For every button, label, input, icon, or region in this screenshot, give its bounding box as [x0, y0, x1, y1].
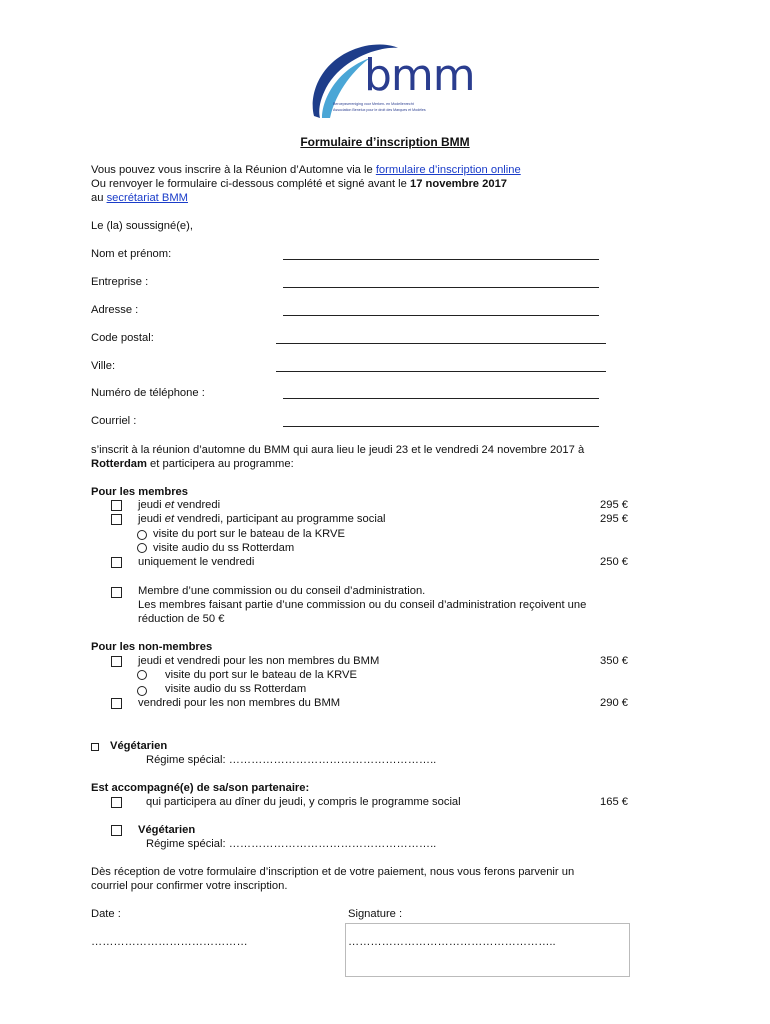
- nonmember-option-1-label: jeudi et vendredi pour les non membres du BMM: [138, 655, 380, 667]
- member-option-1-label: [138, 499, 220, 511]
- field-company-line[interactable]: [283, 287, 599, 288]
- partner-regime[interactable]: Régime spécial: ………………………………………………..: [146, 838, 437, 850]
- member-sub-1-label: visite du port sur le bateau de la KRVE: [153, 528, 345, 540]
- field-email-line[interactable]: [283, 426, 599, 427]
- online-form-link[interactable]: formulaire d’inscription online: [375, 164, 521, 176]
- commission-line-1: Membre d’une commission ou du conseil d’administration.: [138, 585, 426, 597]
- logo-wordmark: bmm: [364, 50, 475, 101]
- nonmember-sub-2-radio[interactable]: [137, 686, 147, 696]
- field-phone-line[interactable]: [283, 398, 599, 399]
- signature-field[interactable]: ………………………………………………..: [348, 936, 556, 948]
- partner-vegetarian-label: Végétarien: [138, 824, 196, 836]
- nonmember-option-1-price: 350 €: [600, 655, 628, 667]
- secretariat-link[interactable]: secrétariat BMM: [106, 192, 188, 204]
- deadline-date: 17 novembre 2017: [410, 178, 508, 190]
- bmm-logo: [300, 38, 475, 120]
- nonmembers-heading: Pour les non-membres: [91, 641, 213, 653]
- vegetarian-label: Végétarien: [110, 740, 168, 752]
- nonmember-option-2-price: 290 €: [600, 697, 628, 709]
- page-title: Formulaire d’inscription BMM: [300, 135, 470, 149]
- opt1-text-b: et: [164, 499, 175, 511]
- member-option-3-checkbox[interactable]: [111, 557, 122, 568]
- member-option-3-label: uniquement le vendredi: [138, 556, 255, 568]
- signature-box[interactable]: [345, 923, 630, 977]
- member-sub-2-label: visite audio du ss Rotterdam: [153, 542, 295, 554]
- intro-line-3: [91, 192, 188, 204]
- field-city-line[interactable]: [276, 371, 606, 372]
- registers-line-1: s’inscrit à la réunion d’automne du BMM qui aura lieu le jeudi 23 et le vendredi 24 novembre 2017 à: [91, 444, 585, 456]
- nonmember-option-1-checkbox[interactable]: [111, 656, 122, 667]
- partner-vegetarian-checkbox[interactable]: [111, 825, 122, 836]
- vegetarian-checkbox[interactable]: [91, 743, 99, 751]
- field-email-label: Courriel :: [91, 415, 137, 427]
- location-city: Rotterdam: [91, 458, 147, 470]
- nonmember-sub-1-radio[interactable]: [137, 670, 147, 680]
- intro-text-2: Ou renvoyer le formulaire ci-dessous complété et signé avant le: [91, 178, 410, 190]
- nonmember-option-2-checkbox[interactable]: [111, 698, 122, 709]
- partner-option-checkbox[interactable]: [111, 797, 122, 808]
- field-city-label: Ville:: [91, 360, 116, 372]
- member-option-2-checkbox[interactable]: [111, 514, 122, 525]
- nonmember-sub-2-label: visite audio du ss Rotterdam: [165, 683, 307, 695]
- logo-tagline-nl: Beroepsvereniging voor Merken- en Modellenrecht: [333, 102, 414, 106]
- field-postcode-line[interactable]: [276, 343, 606, 344]
- signature-label: Signature :: [348, 908, 403, 920]
- opt1-text-c: vendredi: [174, 499, 221, 511]
- partner-option-price: 165 €: [600, 796, 628, 808]
- partner-heading: Est accompagné(e) de sa/son partenaire:: [91, 782, 310, 794]
- logo-tagline-fr: Association Benelux pour le droit des Marques et Modèles: [333, 108, 426, 112]
- intro-line-1: [91, 164, 521, 176]
- opt1-text-a: jeudi: [138, 499, 165, 511]
- members-heading: Pour les membres: [91, 486, 189, 498]
- intro-text-1: Vous pouvez vous inscrire à la Réunion d’Automne via le: [91, 164, 376, 176]
- opt2-text-c: vendredi, participant au programme social: [174, 513, 386, 525]
- commission-line-2: Les membres faisant partie d’une commission ou du conseil d’administration reçoivent une: [138, 599, 587, 611]
- nonmember-sub-1-label: visite du port sur le bateau de la KRVE: [165, 669, 357, 681]
- field-address-line[interactable]: [283, 315, 599, 316]
- partner-option-label: qui participera au dîner du jeudi, y compris le programme social: [146, 796, 461, 808]
- field-name-line[interactable]: [283, 259, 599, 260]
- field-postcode-label: Code postal:: [91, 332, 154, 344]
- vegetarian-regime[interactable]: Régime spécial: ………………………………………………..: [146, 754, 437, 766]
- opt2-text-a: jeudi: [138, 513, 165, 525]
- commission-checkbox[interactable]: [111, 587, 122, 598]
- commission-line-3: réduction de 50 €: [138, 613, 225, 625]
- field-name-label: Nom et prénom:: [91, 248, 172, 260]
- member-option-1-price: 295 €: [600, 499, 628, 511]
- closing-line-1: Dès réception de votre formulaire d’inscription et de votre paiement, nous vous ferons parvenir un: [91, 866, 575, 878]
- registers-line-2: [91, 458, 294, 470]
- nonmember-option-2-label: vendredi pour les non membres du BMM: [138, 697, 341, 709]
- registers-rest: et participera au programme:: [146, 458, 294, 470]
- member-option-2-price: 295 €: [600, 513, 628, 525]
- member-sub-1-radio[interactable]: [137, 530, 147, 540]
- field-company-label: Entreprise :: [91, 276, 149, 288]
- date-label: Date :: [91, 908, 121, 920]
- intro-line-2: [91, 178, 507, 190]
- closing-line-2: courriel pour confirmer votre inscription.: [91, 880, 288, 892]
- opt2-text-b: et: [164, 513, 175, 525]
- intro-text-3: au: [91, 192, 107, 204]
- field-phone-label: Numéro de téléphone :: [91, 387, 205, 399]
- member-option-2-label: [138, 513, 386, 525]
- member-option-3-price: 250 €: [600, 556, 628, 568]
- field-address-label: Adresse :: [91, 304, 139, 316]
- member-option-1-checkbox[interactable]: [111, 500, 122, 511]
- undersigned-text: Le (la) soussigné(e),: [91, 220, 193, 232]
- date-field[interactable]: ……………………………………: [91, 936, 248, 948]
- member-sub-2-radio[interactable]: [137, 543, 147, 553]
